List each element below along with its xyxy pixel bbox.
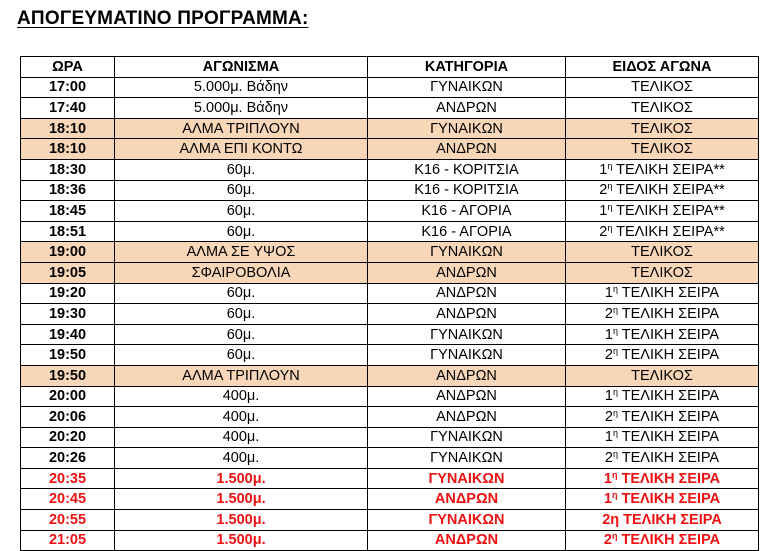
row-time: 21:05 <box>21 530 115 551</box>
type-superscript: η <box>612 407 618 418</box>
page-title: ΑΠΟΓΕΥΜΑΤΙΝΟ ΠΡΟΓΡΑΜΜΑ: <box>17 8 309 29</box>
type-number: 2 <box>604 450 613 467</box>
row-event: 60μ. <box>115 159 368 180</box>
row-event: 60μ. <box>115 283 368 304</box>
type-text: ΤΕΛΙΚΗ ΣΕΙΡΑ <box>617 347 720 364</box>
row-event: ΑΛΜΑ ΤΡΙΠΛΟΥΝ <box>115 365 368 386</box>
type-text: ΤΕΛΙΚΗ ΣΕΙΡΑ <box>617 305 720 322</box>
type-number: 2 <box>603 532 612 549</box>
type-text: ΤΕΛΙΚΟΣ <box>631 99 693 116</box>
row-category: Κ16 - ΚΟΡΙΤΣΙΑ <box>368 180 566 201</box>
row-event: 5.000μ. Βάδην <box>115 77 368 98</box>
table-row <box>21 201 759 222</box>
type-text: ΤΕΛΙΚΗ ΣΕΙΡΑ <box>617 285 720 302</box>
row-event: 400μ. <box>115 407 368 428</box>
type-superscript: η <box>612 387 618 398</box>
type-text: ΤΕΛΙΚΟΣ <box>631 120 693 137</box>
row-event: ΑΛΜΑ ΕΠΙ ΚΟΝΤΩ <box>115 139 368 160</box>
table-row <box>21 242 759 263</box>
row-time: 20:55 <box>21 510 115 531</box>
table-row <box>21 118 759 139</box>
type-text: ΤΕΛΙΚΗ ΣΕΙΡΑ** <box>612 223 725 240</box>
type-superscript: η <box>612 284 618 295</box>
row-type <box>566 77 759 98</box>
row-category: ΑΝΔΡΩΝ <box>368 283 566 304</box>
table-row <box>21 98 759 119</box>
row-category: ΓΥΝΑΙΚΩΝ <box>368 468 566 489</box>
type-superscript: η <box>611 469 618 480</box>
row-category: ΑΝΔΡΩΝ <box>368 139 566 160</box>
type-text: ΤΕΛΙΚΟΣ <box>631 244 693 261</box>
row-event: ΣΦΑΙΡΟΒΟΛΙΑ <box>115 262 368 283</box>
type-superscript: η <box>612 346 618 357</box>
row-event: 60μ. <box>115 221 368 242</box>
row-type <box>566 139 759 160</box>
header-category: ΚΑΤΗΓΟΡΙΑ <box>368 57 566 78</box>
table-row <box>21 262 759 283</box>
type-number: 2 <box>604 347 613 364</box>
type-text: ΤΕΛΙΚΗ ΣΕΙΡΑ <box>617 408 720 425</box>
type-number: 1 <box>603 470 612 487</box>
row-event: 1.500μ. <box>115 489 368 510</box>
type-number: 1 <box>599 202 608 219</box>
row-event: ΑΛΜΑ ΤΡΙΠΛΟΥΝ <box>115 118 368 139</box>
table-row <box>21 448 759 469</box>
row-category: ΑΝΔΡΩΝ <box>368 304 566 325</box>
type-number: 2 <box>599 182 608 199</box>
row-category: Κ16 - ΑΓΟΡΙΑ <box>368 201 566 222</box>
type-text: ΤΕΛΙΚΗ ΣΕΙΡΑ <box>617 532 721 549</box>
row-event: 60μ. <box>115 180 368 201</box>
row-type <box>566 427 759 448</box>
type-text: ΤΕΛΙΚΟΣ <box>631 264 693 281</box>
row-category: ΑΝΔΡΩΝ <box>368 386 566 407</box>
type-text: ΤΕΛΙΚΗ ΣΕΙΡΑ <box>617 429 720 446</box>
row-type <box>566 386 759 407</box>
row-category: ΓΥΝΑΙΚΩΝ <box>368 427 566 448</box>
row-time: 19:00 <box>21 242 115 263</box>
row-category: ΑΝΔΡΩΝ <box>368 262 566 283</box>
row-event: 400μ. <box>115 427 368 448</box>
type-text: ΤΕΛΙΚΗ ΣΕΙΡΑ <box>617 326 720 343</box>
table-row <box>21 386 759 407</box>
type-number: 2 <box>599 223 608 240</box>
row-event: ΑΛΜΑ ΣΕ ΥΨΟΣ <box>115 242 368 263</box>
type-number: 1 <box>599 161 608 178</box>
type-superscript: η <box>612 304 618 315</box>
row-event: 60μ. <box>115 345 368 366</box>
row-category: ΓΥΝΑΙΚΩΝ <box>368 345 566 366</box>
table-row <box>21 510 759 531</box>
row-category: ΓΥΝΑΙΚΩΝ <box>368 510 566 531</box>
row-event: 1.500μ. <box>115 510 368 531</box>
table-row <box>21 139 759 160</box>
row-type <box>566 345 759 366</box>
row-category: ΓΥΝΑΙΚΩΝ <box>368 448 566 469</box>
type-number: 1 <box>604 285 613 302</box>
type-number: 2 <box>604 305 613 322</box>
table-row <box>21 345 759 366</box>
row-time: 17:00 <box>21 77 115 98</box>
row-type <box>566 262 759 283</box>
type-text: ΤΕΛΙΚΗ ΣΕΙΡΑ** <box>612 161 725 178</box>
row-type <box>566 201 759 222</box>
row-time: 19:20 <box>21 283 115 304</box>
row-time: 18:36 <box>21 180 115 201</box>
row-time: 20:06 <box>21 407 115 428</box>
row-type <box>566 283 759 304</box>
row-time: 18:45 <box>21 201 115 222</box>
type-superscript: η <box>611 490 618 501</box>
header-type: ΕΙΔΟΣ ΑΓΩΝΑ <box>566 57 759 78</box>
row-category: Κ16 - ΑΓΟΡΙΑ <box>368 221 566 242</box>
header-row <box>21 57 759 78</box>
row-type <box>566 510 759 531</box>
row-type <box>566 365 759 386</box>
type-number: 1 <box>604 388 613 405</box>
row-event: 5.000μ. Βάδην <box>115 98 368 119</box>
row-type <box>566 407 759 428</box>
row-time: 19:50 <box>21 365 115 386</box>
row-time: 20:20 <box>21 427 115 448</box>
row-category: Κ16 - ΚΟΡΙΤΣΙΑ <box>368 159 566 180</box>
row-time: 19:40 <box>21 324 115 345</box>
table-row <box>21 180 759 201</box>
type-superscript: η <box>607 181 613 192</box>
type-text: ΤΕΛΙΚΗ ΣΕΙΡΑ** <box>612 202 725 219</box>
row-type <box>566 221 759 242</box>
row-type <box>566 242 759 263</box>
row-type <box>566 98 759 119</box>
table-row <box>21 283 759 304</box>
table-row <box>21 489 759 510</box>
row-type <box>566 448 759 469</box>
row-time: 20:26 <box>21 448 115 469</box>
row-type <box>566 180 759 201</box>
type-superscript: η <box>612 325 618 336</box>
row-event: 1.500μ. <box>115 530 368 551</box>
row-category: ΑΝΔΡΩΝ <box>368 365 566 386</box>
row-time: 20:00 <box>21 386 115 407</box>
type-text: ΤΕΛΙΚΗ ΣΕΙΡΑ <box>617 450 720 467</box>
schedule-body <box>21 77 759 551</box>
type-text: 2η ΤΕΛΙΚΗ ΣΕΙΡΑ <box>602 511 722 528</box>
row-category: ΓΥΝΑΙΚΩΝ <box>368 324 566 345</box>
row-type <box>566 118 759 139</box>
row-event: 60μ. <box>115 324 368 345</box>
row-category: ΑΝΔΡΩΝ <box>368 489 566 510</box>
type-superscript: η <box>612 428 618 439</box>
row-event: 60μ. <box>115 201 368 222</box>
row-time: 18:10 <box>21 118 115 139</box>
type-number: 1 <box>603 491 612 508</box>
table-row <box>21 159 759 180</box>
row-time: 18:51 <box>21 221 115 242</box>
type-text: ΤΕΛΙΚΗ ΣΕΙΡΑ <box>617 491 721 508</box>
row-time: 19:50 <box>21 345 115 366</box>
row-time: 19:30 <box>21 304 115 325</box>
row-category: ΓΥΝΑΙΚΩΝ <box>368 118 566 139</box>
type-number: 2 <box>604 408 613 425</box>
row-time: 19:05 <box>21 262 115 283</box>
row-event: 400μ. <box>115 448 368 469</box>
row-type <box>566 489 759 510</box>
schedule-table <box>20 56 759 551</box>
row-type <box>566 324 759 345</box>
row-event: 1.500μ. <box>115 468 368 489</box>
type-superscript: η <box>607 201 613 212</box>
table-row <box>21 468 759 489</box>
row-time: 18:30 <box>21 159 115 180</box>
type-text: ΤΕΛΙΚΟΣ <box>631 79 693 96</box>
type-text: ΤΕΛΙΚΗ ΣΕΙΡΑ** <box>612 182 725 199</box>
type-text: ΤΕΛΙΚΗ ΣΕΙΡΑ <box>617 388 720 405</box>
row-category: ΑΝΔΡΩΝ <box>368 407 566 428</box>
row-time: 18:10 <box>21 139 115 160</box>
table-row <box>21 365 759 386</box>
type-superscript: η <box>607 160 613 171</box>
row-time: 20:45 <box>21 489 115 510</box>
type-text: ΤΕΛΙΚΗ ΣΕΙΡΑ <box>617 470 721 487</box>
table-row <box>21 221 759 242</box>
header-time: ΩΡΑ <box>21 57 115 78</box>
type-text: ΤΕΛΙΚΟΣ <box>631 141 693 158</box>
type-superscript: η <box>607 222 613 233</box>
row-time: 20:35 <box>21 468 115 489</box>
row-time: 17:40 <box>21 98 115 119</box>
row-category: ΓΥΝΑΙΚΩΝ <box>368 77 566 98</box>
table-row <box>21 77 759 98</box>
type-text: ΤΕΛΙΚΟΣ <box>631 367 693 384</box>
type-superscript: η <box>611 531 618 542</box>
row-type <box>566 468 759 489</box>
row-category: ΑΝΔΡΩΝ <box>368 98 566 119</box>
row-event: 400μ. <box>115 386 368 407</box>
row-type <box>566 530 759 551</box>
type-number: 1 <box>604 326 613 343</box>
table-row <box>21 427 759 448</box>
table-row <box>21 304 759 325</box>
table-row <box>21 407 759 428</box>
type-superscript: η <box>612 449 618 460</box>
row-type <box>566 159 759 180</box>
row-event: 60μ. <box>115 304 368 325</box>
type-number: 1 <box>604 429 613 446</box>
table-row <box>21 530 759 551</box>
row-type <box>566 304 759 325</box>
row-category: ΑΝΔΡΩΝ <box>368 530 566 551</box>
row-category: ΓΥΝΑΙΚΩΝ <box>368 242 566 263</box>
header-event: ΑΓΩΝΙΣΜΑ <box>115 57 368 78</box>
table-row <box>21 324 759 345</box>
